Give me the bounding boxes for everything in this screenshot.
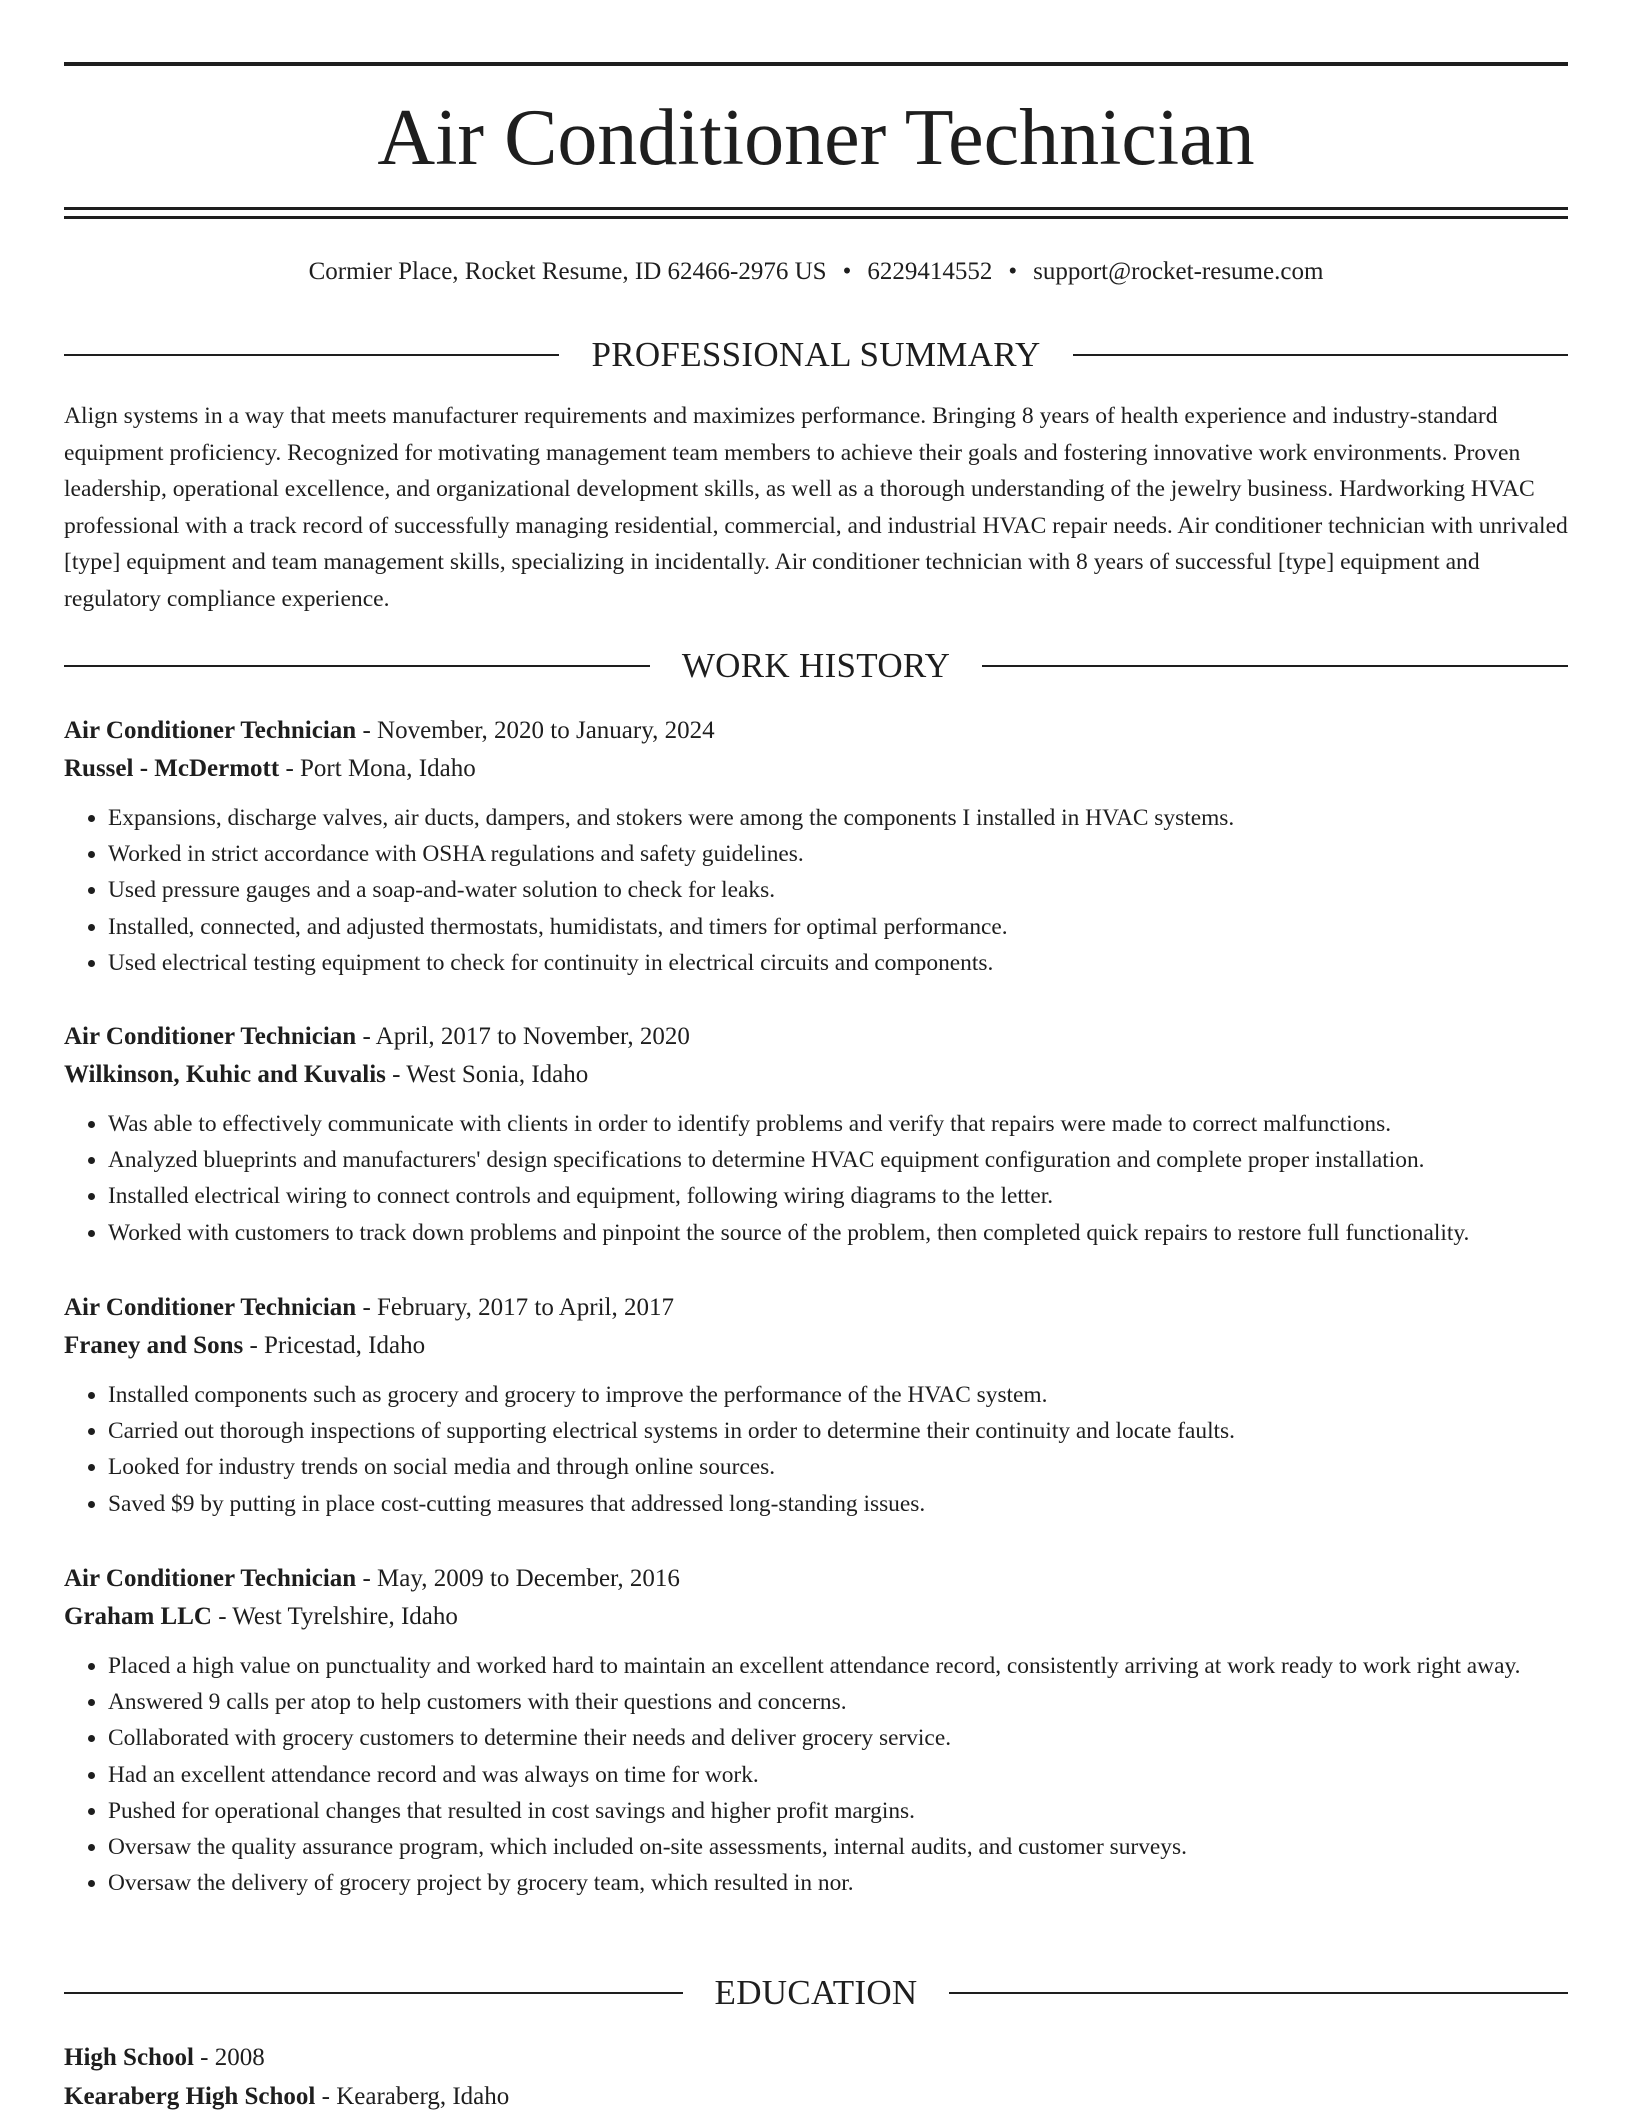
list-item: • Placed a high value on punctuality and worked hard to maintain an excellent attendance record, consistently arriving at work ready to work right away. [108,1648,1568,1684]
job-bullets [64,1648,1568,1901]
job-entry [64,1289,1568,1522]
list-item: • Had an excellent attendance record and was always on time for work. [108,1757,1568,1793]
job-title-line [64,1289,1568,1327]
contact-phone: 6229414552 [867,258,993,285]
job-location: - Port Mona, Idaho [279,755,476,782]
education-entry [64,2038,1568,2116]
summary-text: Align systems in a way that meets manufacturer requirements and maximizes performance. Bringing 8 years of health experience and industry-standard equipment proficiency. Recognized for motivating management team members to achieve their goals and fostering innovative work environments. Proven leadership, operational excellence, and organizational development skills, as well as a thorough understanding of the jewelry business. Hardworking HVAC professional with a track record of successfully managing residential, commercial, and industrial HVAC repair needs. Air conditioner technician with unrivaled [type] equipment and team management skills, specializing in incidentally. Air conditioner technician with 8 years of successful [type] equipment and regulatory compliance experience. [64,403,1568,612]
contact-separator: • [1008,258,1018,285]
list-item: • Oversaw the quality assurance program, which included on-site assessments, internal audits, and customer surveys. [108,1829,1568,1865]
list-item: • Installed components such as grocery and grocery to improve the performance of the HVAC system. [108,1377,1568,1413]
contact-separator: • [842,258,852,285]
education-degree-line [64,2038,1568,2077]
job-location: - West Tyrelshire, Idaho [211,1603,458,1630]
list-item: • Answered 9 calls per atop to help customers with their questions and concerns. [108,1684,1568,1720]
job-dates: - November, 2020 to January, 2024 [356,717,715,744]
job-bullets [64,1377,1568,1522]
contact-email: support@rocket-resume.com [1033,258,1324,285]
job-company-line [64,1598,1568,1636]
job-dates: - May, 2009 to December, 2016 [356,1565,680,1592]
heading-rule-left [64,1992,683,1994]
job-dates: - February, 2017 to April, 2017 [356,1294,674,1321]
job-entry [64,1018,1568,1251]
job-dates: - April, 2017 to November, 2020 [356,1023,690,1050]
list-item: • Was able to effectively communicate with clients in order to identify problems and verify that repairs were made to correct malfunctions. [108,1106,1568,1142]
job-company: Russel - McDermott [64,755,280,782]
section-heading-work-history [64,644,1568,688]
job-company-line [64,750,1568,788]
job-company: Wilkinson, Kuhic and Kuvalis [64,1061,386,1088]
list-item: • Pushed for operational changes that resulted in cost savings and higher profit margins. [108,1793,1568,1829]
resume-title: Air Conditioner Technician [377,94,1255,182]
list-item: • Installed, connected, and adjusted thermostats, humidistats, and timers for optimal performance. [108,909,1568,945]
title-rule-lower [64,216,1568,219]
list-item: • Worked with customers to track down problems and pinpoint the source of the problem, then completed quick repairs to restore full functionality. [108,1215,1568,1251]
education-school: Kearaberg High School [64,2083,316,2110]
job-title: Air Conditioner Technician [64,1565,357,1592]
heading-rule-left [64,665,650,667]
list-item: • Collaborated with grocery customers to determine their needs and deliver grocery service. [108,1720,1568,1756]
job-title-line [64,1560,1568,1598]
education-location: - Kearaberg, Idaho [315,2083,510,2110]
list-item: • Used pressure gauges and a soap-and-water solution to check for leaks. [108,872,1568,908]
education-school-line [64,2077,1568,2116]
list-item: • Oversaw the delivery of grocery project by grocery team, which resulted in nor. [108,1865,1568,1901]
list-item: • Expansions, discharge valves, air ducts, dampers, and stokers were among the components I installed in HVAC systems. [108,800,1568,836]
job-company-line [64,1056,1568,1094]
heading-rule-left [64,354,559,356]
list-item: • Used electrical testing equipment to check for continuity in electrical circuits and components. [108,945,1568,981]
list-item: • Worked in strict accordance with OSHA regulations and safety guidelines. [108,836,1568,872]
top-rule [64,62,1568,66]
section-heading-summary [64,333,1568,377]
job-title-line [64,712,1568,750]
list-item: • Installed electrical wiring to connect controls and equipment, following wiring diagrams to the letter. [108,1178,1568,1214]
list-item: • Looked for industry trends on social media and through online sources. [108,1449,1568,1485]
list-item: • Analyzed blueprints and manufacturers' design specifications to determine HVAC equipment configuration and complete proper installation. [108,1142,1568,1178]
job-bullets [64,800,1568,981]
job-title: Air Conditioner Technician [64,717,357,744]
job-title-line [64,1018,1568,1056]
job-entry [64,1560,1568,1901]
job-title: Air Conditioner Technician [64,1023,357,1050]
heading-rule-right [1073,354,1568,356]
section-title: PROFESSIONAL SUMMARY [591,335,1041,374]
contact-address: Cormier Place, Rocket Resume, ID 62466-2976 US [308,258,827,285]
list-item: • Carried out thorough inspections of supporting electrical systems in order to determine their continuity and locate faults. [108,1413,1568,1449]
section-title: EDUCATION [714,1973,918,2012]
list-item: • Saved $9 by putting in place cost-cutting measures that addressed long-standing issues. [108,1486,1568,1522]
education-year: - 2008 [193,2044,265,2071]
job-company: Graham LLC [64,1603,212,1630]
section-heading-education [64,1971,1568,2015]
job-bullets [64,1106,1568,1251]
job-entry [64,712,1568,981]
contact-line [64,254,1568,290]
job-location: - Pricestad, Idaho [243,1332,426,1359]
job-company-line [64,1327,1568,1365]
job-company: Franey and Sons [64,1332,244,1359]
title-rule-upper [64,207,1568,210]
job-location: - West Sonia, Idaho [385,1061,589,1088]
heading-rule-right [982,665,1568,667]
section-title: WORK HISTORY [681,646,951,685]
heading-rule-right [949,1992,1568,1994]
education-degree: High School [64,2044,194,2071]
job-title: Air Conditioner Technician [64,1294,357,1321]
